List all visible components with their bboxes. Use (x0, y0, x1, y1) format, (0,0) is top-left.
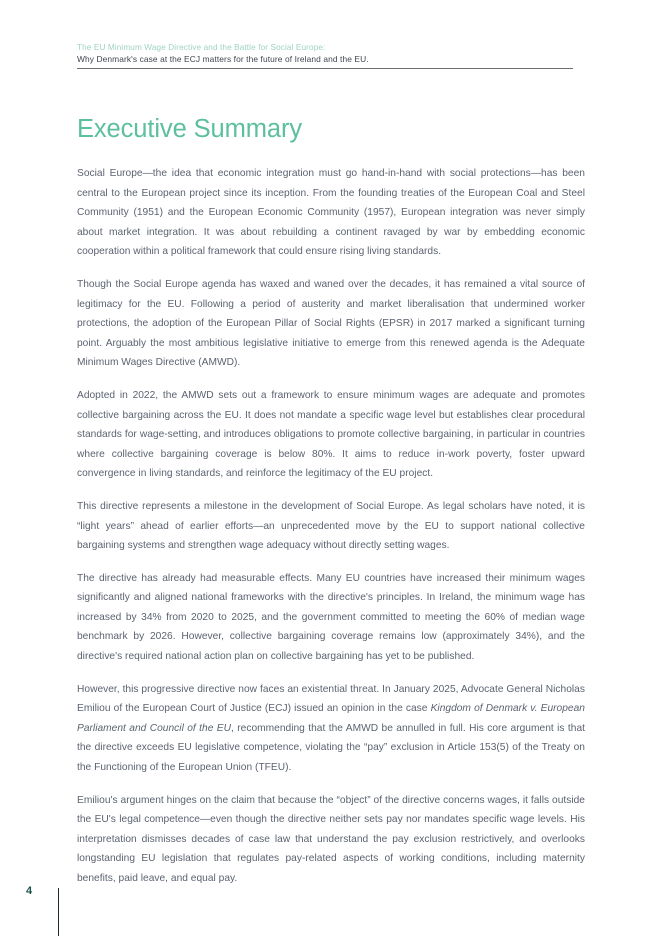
paragraph-1: Social Europe—the idea that economic integration must go hand-in-hand with social protections—has been central to the European project since its inception. From the founding treaties of the European Coal and Steel Community (1951) and the European Economic Community (1957), European integration was never simply about market integration. It was about rebuilding a continent ravaged by war by embedding economic cooperation within a political framework that could ensure rising living standards. (77, 168, 585, 258)
paragraph-5: The directive has already had measurable effects. Many EU countries have increased their minimum wages significantly and aligned national frameworks with the directive's principles. In Ireland, the minimum wage has increased by 34% from 2020 to 2025, and the government committed to meeting the 60% of median wage benchmark by 2026. However, collective bargaining coverage remains low (approximately 34%), and the directive's required national action plan on collective bargaining has yet to be published. (77, 572, 585, 663)
page-title: Executive Summary (77, 115, 303, 143)
page-number: 4 (26, 885, 33, 897)
paragraph-2: Though the Social Europe agenda has waxed and waned over the decades, it has remained a vital source of legitimacy for the EU. Following a period of austerity and market liberalisation that undermined worker protections, the adoption of the European Pillar of Social Rights (EPSR) in 2017 marked a significant turning point. Arguably the most ambitious legislative initiative to emerge from this renewed agenda is the Adequate Minimum Wages Directive (AMWD). (77, 278, 585, 369)
paragraph-6 (77, 680, 585, 778)
body-content (77, 164, 585, 889)
paragraph-7: Emiliou's argument hinges on the claim that because the “object” of the directive concerns wages, it falls outside the EU's legal competence—even though the directive neither sets pay nor mandates specific wage levels. His interpretation dismisses decades of case law that understand the pay exclusion restrictively, and overlooks longstanding EU legislation that regulates pay-related aspects of working conditions, including maternity benefits, paid leave, and equal pay. (77, 794, 585, 884)
footer-vertical-rule (58, 888, 59, 936)
paragraph-4: This directive represents a milestone in the development of Social Europe. As legal scholars have noted, it is “light years” ahead of earlier efforts—an unprecedented move by the EU to support national collective bargaining systems and strengthen wage adequacy without directly setting wages. (77, 500, 585, 552)
running-header-line-2: Why Denmark's case at the ECJ matters for the future of Ireland and the EU. (77, 54, 369, 64)
paragraph-3: Adopted in 2022, the AMWD sets out a framework to ensure minimum wages are adequate and promotes collective bargaining across the EU. It does not mandate a specific wage level but establishes clear procedural standards for wage-setting, and introduces obligations to promote collective bargaining, in particular in countries where collective bargaining coverage is below 80%. It aims to reduce in-work poverty, foster upward convergence in living standards, and reinforce the legitimacy of the EU project. (77, 389, 585, 480)
running-header-line-1: The EU Minimum Wage Directive and the Battle for Social Europe: (77, 43, 326, 52)
header-divider-rule (77, 68, 573, 69)
paragraph-6-text-after: , recommending that the AMWD be annulled in full. His core argument is that the directive exceeds EU legislative competence, violating the “pay” exclusion in Article 153(5) of the Treaty on the Functioning of the European Union (TFEU). (77, 722, 585, 774)
running-header (77, 42, 573, 69)
paragraph-6-text-before: However, this progressive directive now faces an existential threat. In January 2025, Advocate General Nicholas Emiliou of the European Court of Justice (ECJ) issued an opinion in the case (77, 683, 585, 715)
case-citation-italic: Kingdom of Denmark v. European Parliament and Council of the EU (77, 703, 585, 734)
